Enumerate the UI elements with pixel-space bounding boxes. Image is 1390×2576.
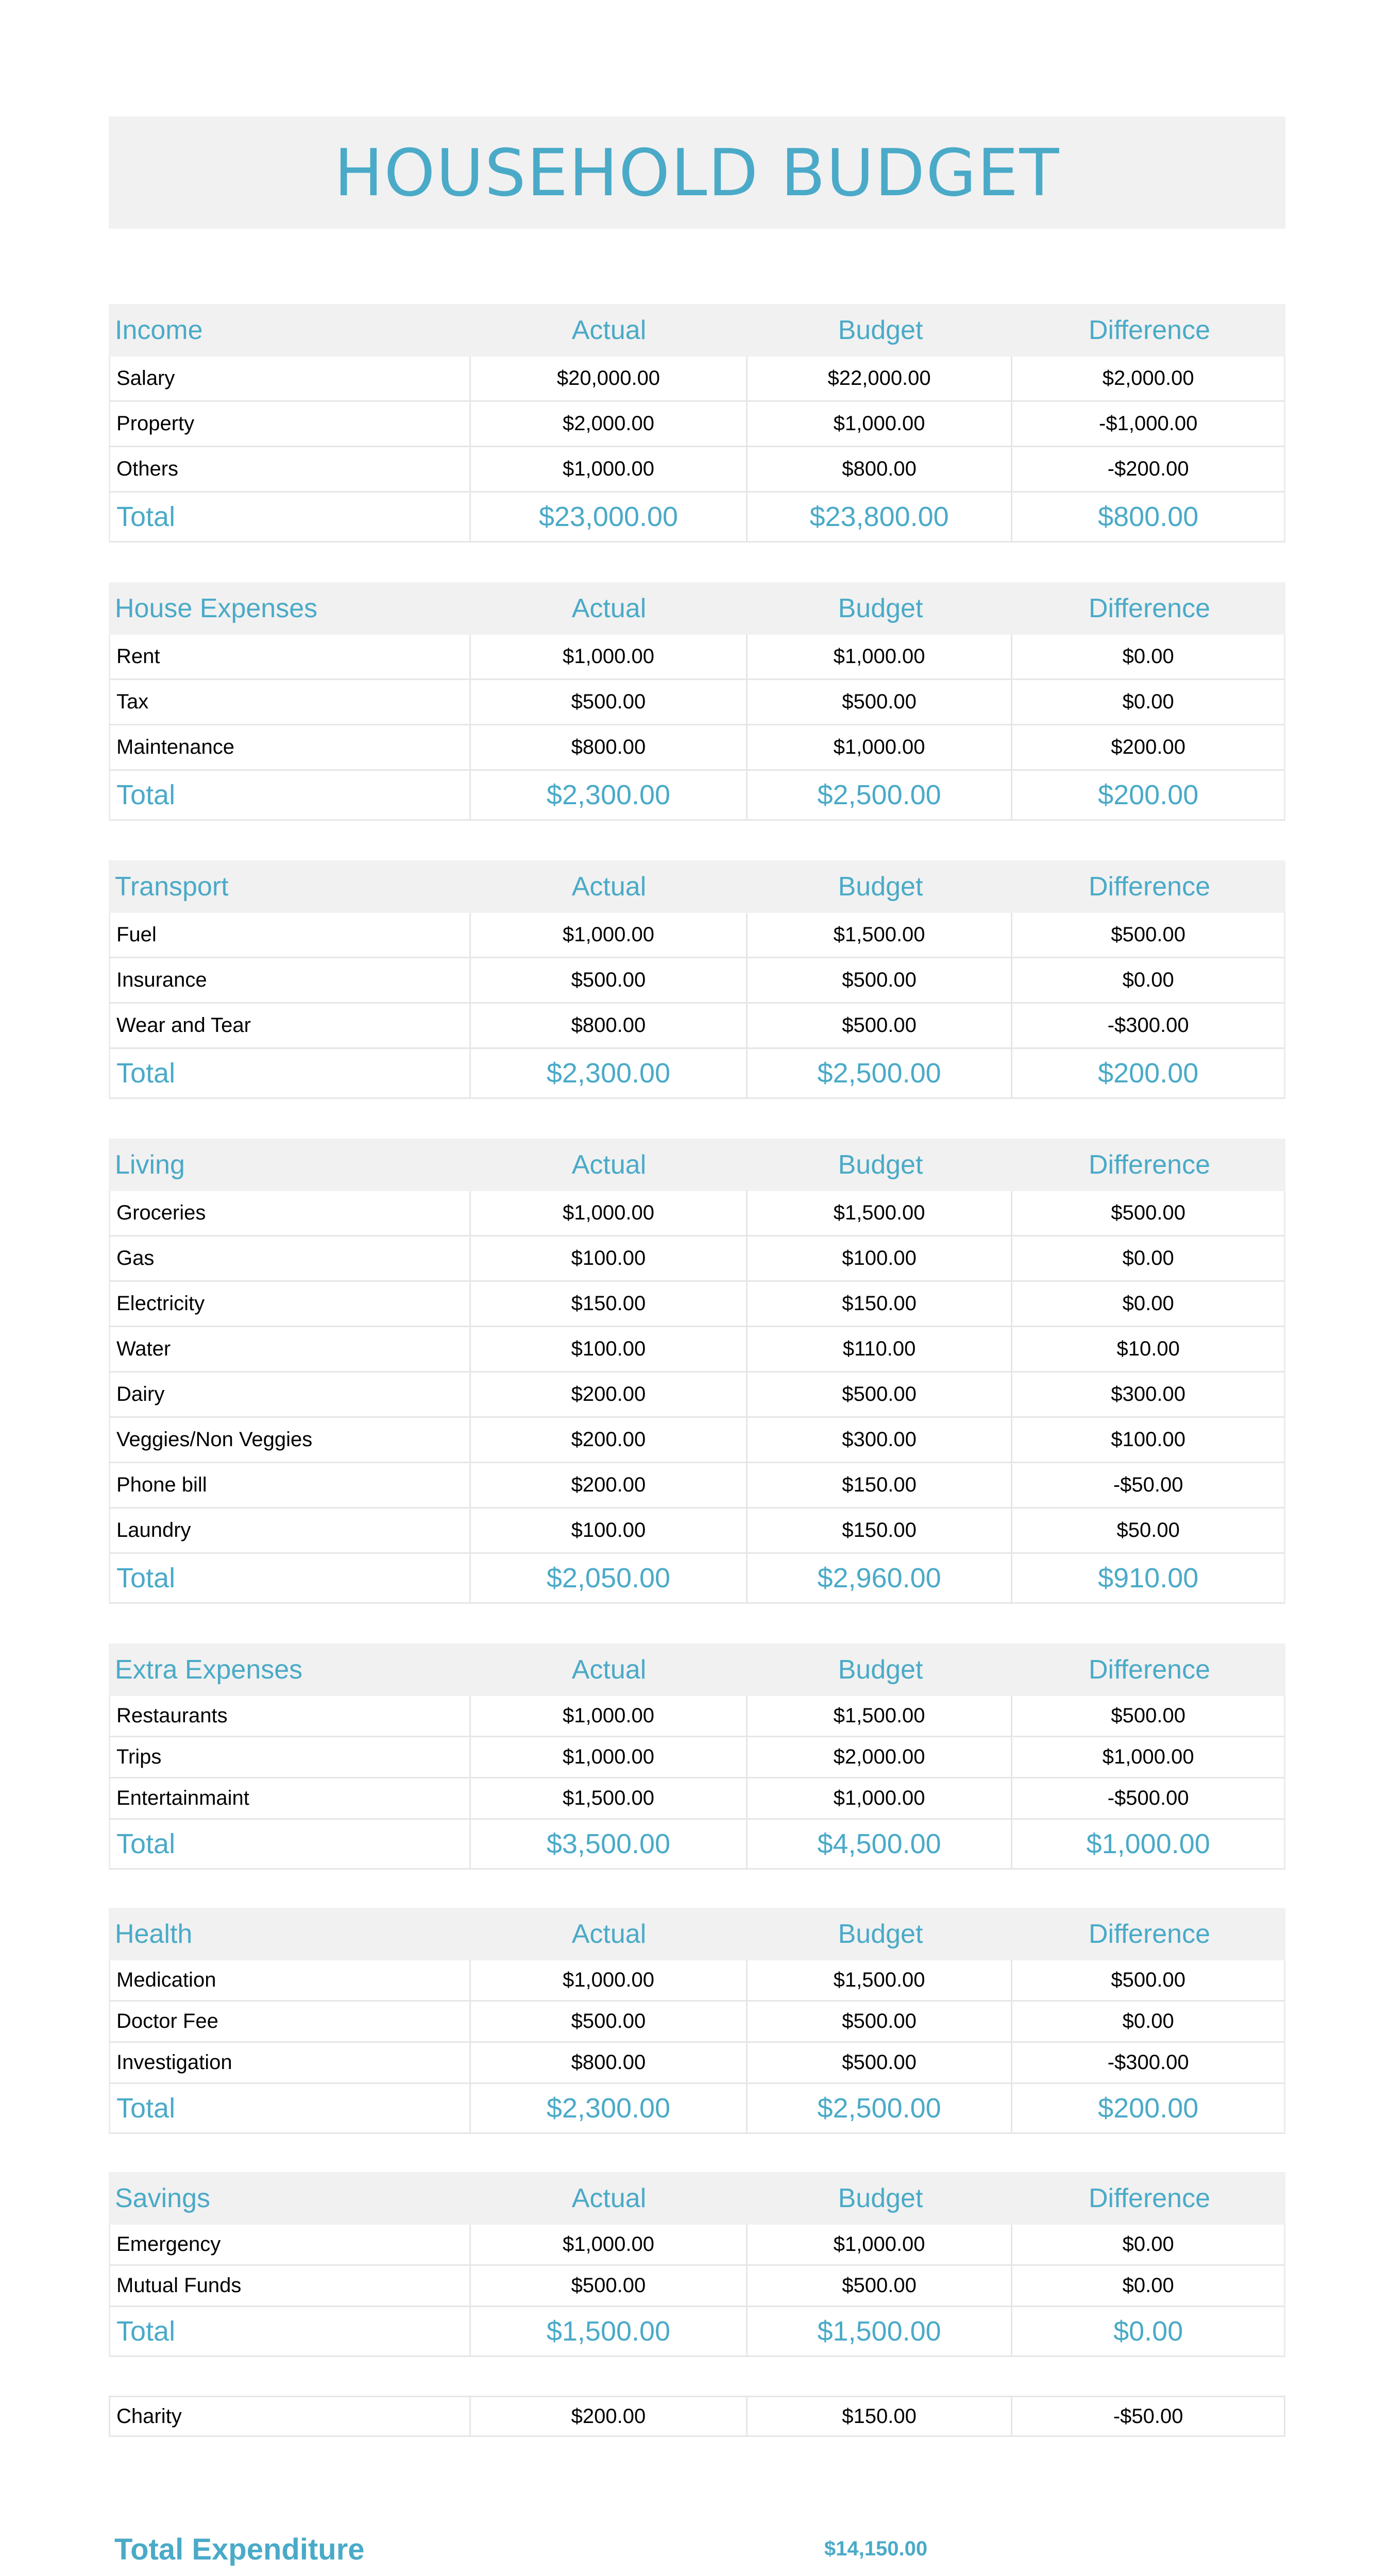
total-budget: $2,960.00 — [748, 1554, 1013, 1602]
row-budget: $1,000.00 — [748, 2225, 1013, 2264]
row-difference: $500.00 — [1111, 923, 1185, 946]
row-difference: $100.00 — [1111, 1428, 1185, 1451]
row-actual: $1,500.00 — [471, 1778, 748, 1818]
row-label: Salary — [110, 357, 471, 400]
page-title: HOUSEHOLD BUDGET — [334, 134, 1060, 211]
row-budget: $100.00 — [748, 1236, 1013, 1280]
budget-section — [109, 860, 1285, 1099]
total-actual: $2,300.00 — [471, 1049, 748, 1097]
table-row — [109, 1191, 1285, 1236]
table-row — [109, 1236, 1285, 1282]
row-label: Rent — [110, 635, 471, 679]
table-row — [109, 2396, 1285, 2437]
row-actual: $1,000.00 — [471, 2225, 748, 2264]
total-row — [109, 2307, 1285, 2357]
column-header-budget: Budget — [838, 594, 923, 623]
row-label: Electricity — [110, 1282, 471, 1326]
total-actual: $1,500.00 — [471, 2307, 748, 2355]
row-budget: $150.00 — [748, 2397, 1013, 2435]
row-actual: $1,000.00 — [471, 635, 748, 679]
row-difference: $0.00 — [1122, 645, 1174, 668]
column-header-difference: Difference — [1088, 1919, 1211, 1949]
row-budget: $2,000.00 — [748, 1737, 1013, 1777]
column-header-actual: Actual — [571, 1150, 647, 1180]
budget-section — [109, 2172, 1285, 2357]
total-budget: $2,500.00 — [748, 1049, 1013, 1097]
total-budget: $2,500.00 — [748, 771, 1013, 819]
row-actual: $1,000.00 — [471, 1737, 748, 1777]
total-difference: $800.00 — [1098, 501, 1199, 532]
row-actual: $20,000.00 — [471, 357, 748, 400]
table-row — [109, 680, 1285, 725]
row-budget: $1,500.00 — [748, 1191, 1013, 1235]
section-header — [109, 1908, 1285, 1960]
row-label: Charity — [110, 2397, 471, 2435]
row-difference: $300.00 — [1111, 1383, 1185, 1405]
section-header — [109, 860, 1285, 913]
row-difference: -$50.00 — [1113, 2404, 1183, 2428]
row-label: Tax — [110, 680, 471, 724]
row-actual: $200.00 — [471, 2397, 748, 2435]
total-expenditure-value: $14,150.00 — [824, 2537, 928, 2560]
total-difference: $1,000.00 — [1086, 1828, 1210, 1859]
row-label: Gas — [110, 1236, 471, 1280]
row-budget: $1,000.00 — [748, 635, 1013, 679]
row-difference: $0.00 — [1122, 2010, 1174, 2032]
budget-section — [109, 582, 1285, 821]
table-row — [109, 1509, 1285, 1554]
row-budget: $150.00 — [748, 1463, 1013, 1507]
row-budget: $500.00 — [748, 958, 1013, 1002]
table-row — [109, 1282, 1285, 1327]
table-row — [109, 447, 1285, 493]
table-row — [109, 1778, 1285, 1820]
row-difference: -$500.00 — [1107, 1787, 1189, 1809]
total-difference: $0.00 — [1113, 2316, 1183, 2347]
table-row — [109, 958, 1285, 1004]
row-budget: $500.00 — [748, 2002, 1013, 2041]
column-header-budget: Budget — [838, 1150, 923, 1180]
total-actual: $2,300.00 — [471, 771, 748, 819]
total-row — [109, 2084, 1285, 2134]
row-actual: $2,000.00 — [471, 402, 748, 446]
total-budget: $2,500.00 — [748, 2084, 1013, 2132]
total-label: Total — [110, 1554, 471, 1602]
row-actual: $500.00 — [471, 2002, 748, 2041]
table-row — [109, 2043, 1285, 2084]
row-difference: $10.00 — [1116, 1337, 1180, 1360]
total-label: Total — [110, 1820, 471, 1868]
budget-section — [109, 1643, 1285, 1870]
row-actual: $500.00 — [471, 958, 748, 1002]
row-difference: $0.00 — [1122, 969, 1174, 991]
table-row — [109, 913, 1285, 958]
table-row — [109, 725, 1285, 771]
row-difference: $500.00 — [1111, 1704, 1185, 1727]
column-header-budget: Budget — [838, 1655, 923, 1685]
total-actual: $23,000.00 — [471, 493, 748, 541]
section-title: Health — [115, 1919, 193, 1949]
row-actual: $100.00 — [471, 1509, 748, 1552]
section-title: House Expenses — [115, 594, 318, 623]
total-actual: $3,500.00 — [471, 1820, 748, 1868]
column-header-difference: Difference — [1088, 1655, 1211, 1685]
row-label: Water — [110, 1327, 471, 1371]
table-row — [109, 1004, 1285, 1049]
row-budget: $300.00 — [748, 1418, 1013, 1462]
column-header-budget: Budget — [838, 872, 923, 902]
table-row — [109, 357, 1285, 402]
row-label: Insurance — [110, 958, 471, 1002]
row-label: Veggies/Non Veggies — [110, 1418, 471, 1462]
column-header-budget: Budget — [838, 1919, 923, 1949]
row-label: Dairy — [110, 1372, 471, 1416]
row-budget: $500.00 — [748, 1372, 1013, 1416]
table-row — [109, 1463, 1285, 1509]
row-budget: $500.00 — [748, 1004, 1013, 1047]
row-label: Wear and Tear — [110, 1004, 471, 1047]
row-budget: $500.00 — [748, 680, 1013, 724]
row-difference: $0.00 — [1122, 2274, 1174, 2297]
column-header-difference: Difference — [1088, 1150, 1211, 1180]
row-actual: $150.00 — [471, 1282, 748, 1326]
row-actual: $1,000.00 — [471, 913, 748, 957]
total-budget: $23,800.00 — [748, 493, 1013, 541]
total-row — [109, 1049, 1285, 1099]
column-header-actual: Actual — [571, 315, 647, 345]
table-row — [109, 1737, 1285, 1778]
row-budget: $800.00 — [748, 447, 1013, 491]
budget-section — [109, 1908, 1285, 2134]
section-header — [109, 304, 1285, 357]
total-label: Total — [110, 2307, 471, 2355]
column-header-budget: Budget — [838, 2183, 923, 2213]
total-row — [109, 1820, 1285, 1870]
row-difference: $200.00 — [1111, 736, 1185, 758]
row-label: Maintenance — [110, 725, 471, 769]
row-label: Restaurants — [110, 1696, 471, 1736]
row-label: Trips — [110, 1737, 471, 1777]
row-budget: $1,000.00 — [748, 1778, 1013, 1818]
section-title: Savings — [115, 2183, 210, 2213]
row-difference: $0.00 — [1122, 690, 1174, 713]
table-row — [109, 635, 1285, 680]
table-row — [109, 1960, 1285, 2002]
column-header-difference: Difference — [1088, 872, 1211, 902]
row-difference: $0.00 — [1122, 1247, 1174, 1269]
row-label: Others — [110, 447, 471, 491]
row-label: Property — [110, 402, 471, 446]
row-actual: $1,000.00 — [471, 447, 748, 491]
row-budget: $110.00 — [748, 1327, 1013, 1371]
row-actual: $500.00 — [471, 680, 748, 724]
total-actual: $2,300.00 — [471, 2084, 748, 2132]
row-budget: $1,500.00 — [748, 1696, 1013, 1736]
row-budget: $1,500.00 — [748, 913, 1013, 957]
row-difference: $2,000.00 — [1102, 367, 1194, 389]
total-difference: $910.00 — [1098, 1563, 1199, 1594]
total-label: Total — [110, 771, 471, 819]
row-actual: $200.00 — [471, 1463, 748, 1507]
row-difference: $50.00 — [1116, 1519, 1180, 1541]
row-label: Mutual Funds — [110, 2266, 471, 2306]
total-difference: $200.00 — [1098, 2093, 1199, 2124]
row-budget: $1,500.00 — [748, 1960, 1013, 2000]
total-row — [109, 1554, 1285, 1604]
row-budget: $500.00 — [748, 2043, 1013, 2082]
section-title: Living — [115, 1150, 185, 1180]
row-budget: $1,000.00 — [748, 725, 1013, 769]
budget-section — [109, 304, 1285, 543]
column-header-budget: Budget — [838, 315, 923, 345]
total-row — [109, 771, 1285, 821]
section-title: Income — [115, 315, 203, 345]
row-difference: $500.00 — [1111, 1969, 1185, 1991]
section-title: Extra Expenses — [115, 1655, 303, 1685]
row-difference: $1,000.00 — [1102, 1745, 1194, 1768]
row-label: Laundry — [110, 1509, 471, 1552]
row-difference: -$1,000.00 — [1099, 412, 1198, 435]
budget-section — [109, 1139, 1285, 1604]
table-row — [109, 1327, 1285, 1372]
row-budget: $150.00 — [748, 1509, 1013, 1552]
column-header-difference: Difference — [1088, 2183, 1211, 2213]
row-budget: $1,000.00 — [748, 402, 1013, 446]
total-difference: $200.00 — [1098, 1058, 1199, 1089]
row-label: Groceries — [110, 1191, 471, 1235]
row-difference: -$200.00 — [1107, 457, 1189, 480]
row-label: Fuel — [110, 913, 471, 957]
total-label: Total — [110, 1049, 471, 1097]
row-difference: -$300.00 — [1107, 2051, 1189, 2074]
total-expenditure-label: Total Expenditure — [114, 2533, 365, 2566]
column-header-actual: Actual — [571, 872, 647, 902]
table-row — [109, 2225, 1285, 2266]
column-header-actual: Actual — [571, 2183, 647, 2213]
table-row — [109, 1418, 1285, 1463]
section-title: Transport — [115, 872, 229, 902]
total-budget: $4,500.00 — [748, 1820, 1013, 1868]
table-row — [109, 402, 1285, 447]
row-difference: $0.00 — [1122, 1292, 1174, 1315]
row-actual: $800.00 — [471, 725, 748, 769]
table-row — [109, 1372, 1285, 1418]
column-header-actual: Actual — [571, 1655, 647, 1685]
column-header-actual: Actual — [571, 594, 647, 623]
row-label: Emergency — [110, 2225, 471, 2264]
row-actual: $1,000.00 — [471, 1191, 748, 1235]
total-label: Total — [110, 493, 471, 541]
total-label: Total — [110, 2084, 471, 2132]
row-difference: -$50.00 — [1113, 1473, 1183, 1496]
row-actual: $500.00 — [471, 2266, 748, 2306]
table-row — [109, 2002, 1285, 2043]
row-label: Doctor Fee — [110, 2002, 471, 2041]
row-actual: $1,000.00 — [471, 1960, 748, 2000]
column-header-difference: Difference — [1088, 315, 1211, 345]
row-actual: $100.00 — [471, 1327, 748, 1371]
row-label: Entertainmaint — [110, 1778, 471, 1818]
row-actual: $1,000.00 — [471, 1696, 748, 1736]
row-budget: $500.00 — [748, 2266, 1013, 2306]
row-label: Investigation — [110, 2043, 471, 2082]
row-actual: $100.00 — [471, 1236, 748, 1280]
section-header — [109, 1643, 1285, 1696]
total-actual: $2,050.00 — [471, 1554, 748, 1602]
row-label: Medication — [110, 1960, 471, 2000]
total-difference: $200.00 — [1098, 779, 1199, 810]
column-header-actual: Actual — [571, 1919, 647, 1949]
table-row — [109, 1696, 1285, 1737]
table-row — [109, 2266, 1285, 2307]
section-header — [109, 1139, 1285, 1191]
row-difference: -$300.00 — [1107, 1014, 1189, 1037]
row-budget: $150.00 — [748, 1282, 1013, 1326]
row-difference: $500.00 — [1111, 1201, 1185, 1224]
row-actual: $800.00 — [471, 2043, 748, 2082]
section-header — [109, 2172, 1285, 2225]
row-actual: $200.00 — [471, 1372, 748, 1416]
column-header-difference: Difference — [1088, 594, 1211, 623]
row-label: Phone bill — [110, 1463, 471, 1507]
row-actual: $200.00 — [471, 1418, 748, 1462]
total-budget: $1,500.00 — [748, 2307, 1013, 2355]
total-row — [109, 493, 1285, 543]
title-banner — [109, 116, 1285, 229]
section-header — [109, 582, 1285, 635]
charity-section — [109, 2396, 1285, 2437]
row-actual: $800.00 — [471, 1004, 748, 1047]
row-difference: $0.00 — [1122, 2233, 1174, 2256]
row-budget: $22,000.00 — [748, 357, 1013, 400]
